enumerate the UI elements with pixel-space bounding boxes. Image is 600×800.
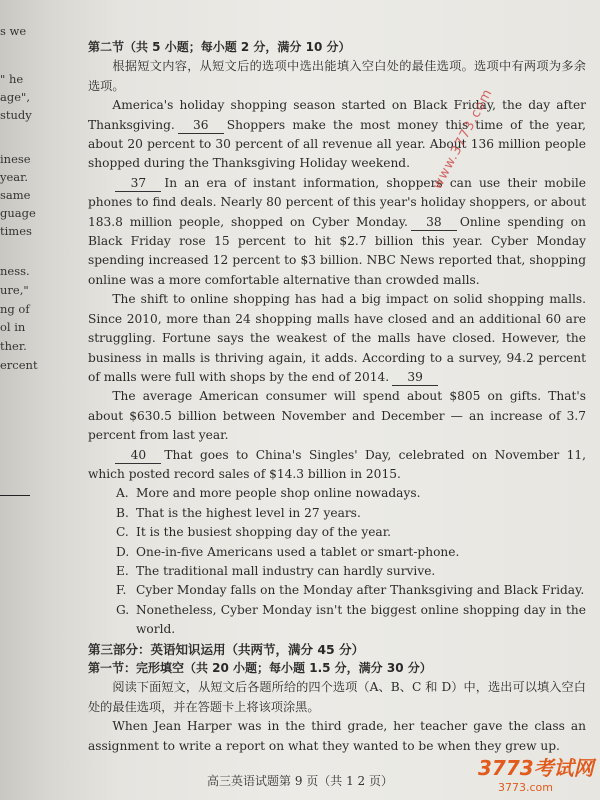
blank-36: 36 — [178, 118, 224, 134]
passage-text: America's holiday shopping season started on Black Friday, the day after Thanksgiving. — [88, 98, 586, 132]
option-text: The traditional mall industry can hardly survive. — [136, 563, 436, 578]
edge-text: study — [0, 108, 32, 122]
option-letter: D. — [116, 544, 130, 559]
passage-text: The shift to online shopping has had a big impact on solid shopping malls. Since 2010, more than 24 shopping malls have closed and an additional 60 are struggling. Fortune says the weakest of the malls have closed. However, the business in malls is thriving again, it adds. According to a survey, 94.2 percent of malls were full with shops by the end of 2014. — [88, 292, 586, 384]
blank-39: 39 — [392, 370, 438, 386]
blank-40: 40 — [115, 448, 161, 464]
option-letter: B. — [116, 505, 129, 520]
edge-text: ercent — [0, 358, 38, 372]
option-text: One-in-five Americans used a tablet or smart-phone. — [136, 544, 460, 559]
passage-text: Online spending on Black Friday rose 15 percent to hit $2.7 billion this year. Cyber Monday spending increased 12 percent to $3 billion. NBC News reported that, shopping online was a more comfortable alternative than crowded malls. — [88, 214, 586, 287]
option-text: Nonetheless, Cyber Monday isn't the biggest online shopping day in the world. — [136, 602, 586, 637]
edge-text: age", — [0, 90, 30, 104]
option-e — [116, 562, 586, 581]
passage-paragraph-1 — [88, 96, 586, 174]
option-d — [116, 543, 586, 562]
watermark-logo-text: 3773考试网 — [478, 756, 594, 780]
option-f — [116, 581, 586, 600]
page-footer: 高三英语试题第 9 页（共 1 2 页） — [207, 774, 393, 788]
cloze-passage-start: When Jean Harper was in the third grade, her teacher gave the class an assignment to write a report on what they wanted to be when they grew up. — [88, 719, 586, 753]
passage-paragraph-2 — [88, 174, 586, 290]
blank-38: 38 — [411, 215, 457, 231]
watermark-logo — [478, 752, 596, 798]
section2-instructions: 根据短文内容，从短文后的选项中选出能填入空白处的最佳选项。选项中有两项为多余选项。 — [88, 59, 586, 93]
passage-text: That goes to China's Singles' Day, celebrated on November 11, which posted record sales of $14.3 billion in 2015. — [88, 447, 586, 481]
exam-content — [88, 38, 586, 756]
edge-text: ng of — [0, 302, 30, 316]
edge-text: s we — [0, 24, 27, 38]
passage-paragraph-5 — [88, 446, 586, 485]
part3-instructions: 阅读下面短文，从短文后各题所给的四个选项（A、B、C 和 D）中，选出可以填入空白处的最佳选项，并在答题卡上将该项涂黑。 — [88, 680, 586, 714]
blank-37: 37 — [115, 176, 161, 192]
part3-heading: 第三部分：英语知识运用（共两节，满分 45 分） — [88, 641, 365, 657]
passage-text: Shoppers make the most money this time of the year, about 20 percent to 30 percent of all revenue all year. About 136 million people shopped during the Thanksgiving Holiday weekend. — [88, 117, 586, 171]
answer-options — [116, 484, 586, 639]
option-letter: E. — [116, 563, 129, 578]
watermark-logo-url: 3773.com — [498, 781, 553, 794]
option-text: That is the highest level in 27 years. — [136, 505, 361, 520]
option-g — [116, 601, 586, 640]
answer-line-fragment — [0, 495, 30, 496]
part3-section1-heading: 第一节：完形填空（共 20 小题；每小题 1.5 分，满分 30 分） — [88, 661, 432, 675]
option-letter: F. — [116, 583, 127, 598]
edge-text: ther. — [0, 339, 27, 353]
option-letter: G. — [116, 602, 130, 617]
edge-text: times — [0, 224, 32, 238]
option-b — [116, 504, 586, 523]
option-text: More and more people shop online nowadays. — [136, 486, 421, 501]
passage-paragraph-4: The average American consumer will spend about $805 on gifts. That's about $630.5 billion between November and December — an increase of 3.7 percent from last year. — [88, 389, 586, 443]
edge-text: year. — [0, 170, 29, 184]
passage-text: In an era of instant information, shoppers can use their mobile phones to find deals. Nearly 80 percent of this year's holiday shoppers, or about 183.8 million people, shopped on Cyber Monday. — [88, 175, 586, 229]
edge-text: guage — [0, 206, 36, 220]
passage-paragraph-3 — [88, 290, 586, 387]
option-letter: A. — [116, 486, 129, 501]
previous-page-edge — [0, 0, 36, 800]
option-letter: C. — [116, 525, 129, 540]
option-text: Cyber Monday falls on the Monday after Thanksgiving and Black Friday. — [136, 583, 585, 598]
edge-text: inese — [0, 152, 31, 166]
option-c — [116, 523, 586, 542]
edge-text: ness. — [0, 264, 30, 278]
edge-text: ure," — [0, 283, 29, 297]
option-a — [116, 484, 586, 503]
edge-text: ol in — [0, 320, 26, 334]
edge-text: " he — [0, 72, 24, 86]
edge-text: same — [0, 188, 31, 202]
watermark-diagonal: www.3773.com — [430, 86, 496, 193]
section2-heading: 第二节（共 5 小题；每小题 2 分，满分 10 分） — [88, 40, 351, 54]
option-text: It is the busiest shopping day of the year. — [136, 525, 392, 540]
